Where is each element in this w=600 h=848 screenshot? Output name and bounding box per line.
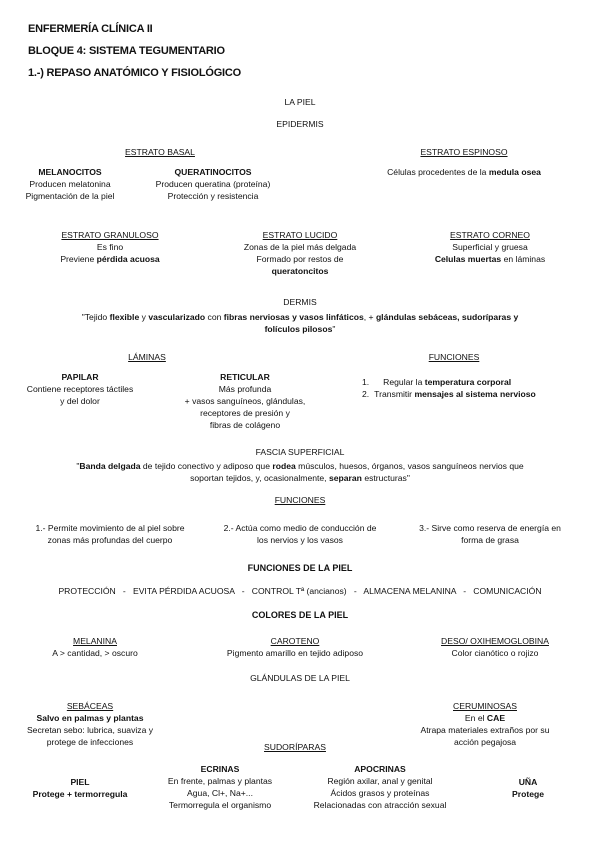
reticular-line1: Más profunda	[218, 384, 272, 394]
desoxi-title: DESO/ OXIHEMOGLOBINA	[441, 636, 549, 646]
section-title: 1.-) REPASO ANATÓMICO Y FISIOLÓGICO	[28, 67, 242, 79]
queratinocitos-line2: Protección y resistencia	[167, 191, 259, 201]
apocrinas-line1: Región axilar, anal y genital	[327, 776, 433, 786]
dermis-funcion-1: 1. Regular la temperatura corporal	[362, 377, 512, 387]
estrato-granuloso-title: ESTRATO GRANULOSO	[61, 230, 159, 240]
papilar-line2: y del dolor	[60, 396, 100, 406]
melanocitos-block	[5, 166, 135, 202]
block-title: BLOQUE 4: SISTEMA TEGUMENTARIO	[28, 45, 225, 57]
melanocitos-name: MELANOCITOS	[38, 167, 102, 177]
estrato-lucido-title: ESTRATO LUCIDO	[262, 230, 338, 240]
melanina-title: MELANINA	[73, 636, 117, 646]
fascia-funcion-3	[395, 522, 585, 546]
fascia-funcion-2-line2: los nervios y los vasos	[257, 535, 343, 545]
fascia-funcion-1-line1: 1.- Permite movimiento de al piel sobre	[35, 523, 185, 533]
estrato-basal-title: ESTRATO BASAL	[125, 147, 195, 157]
ceruminosas-line3: acción pegajosa	[453, 737, 517, 747]
piel-heading: LA PIEL	[284, 97, 316, 107]
desoxi-text: Color cianótico o rojizo	[451, 648, 539, 658]
ceruminosas-line1: En el CAE	[464, 713, 506, 723]
sebaceas-line2: Secretan sebo: lubrica, suaviza y	[26, 725, 154, 735]
una-name: UÑA	[518, 777, 538, 787]
fascia-funcion-1	[15, 522, 205, 546]
caroteno-text: Pigmento amarillo en tejido adiposo	[226, 648, 364, 658]
sudoriparas-title: SUDORÍPARAS	[264, 742, 326, 752]
melanocitos-line1: Producen melatonina	[29, 179, 111, 189]
estrato-espinoso-title: ESTRATO ESPINOSO	[420, 147, 508, 157]
fascia-quote-line2: soportan tejidos, y, ocasionalmente, separan estructuras"	[190, 473, 410, 483]
funcion-piel-item: PROTECCIÓN	[58, 586, 116, 596]
apocrinas-line2: Ácidos grasos y proteínas	[330, 788, 430, 798]
funcion-piel-sep: -	[463, 586, 467, 596]
queratinocitos-name: QUERATINOCITOS	[174, 167, 252, 177]
laminas-title: LÁMINAS	[128, 352, 166, 362]
fascia-funciones-title: FUNCIONES	[274, 495, 326, 505]
reticular-line4: fibras de colágeno	[209, 420, 281, 430]
apocrinas-name: APOCRINAS	[354, 764, 406, 774]
reticular-line3: receptores de presión y	[200, 408, 290, 418]
fascia-heading: FASCIA SUPERFICIAL	[255, 447, 345, 457]
ecrinas-block	[145, 763, 295, 811]
ecrinas-line3: Termorregula el organismo	[168, 800, 272, 810]
fascia-funcion-2	[205, 522, 395, 546]
lucido-block	[220, 229, 380, 277]
funcion-piel-item: COMUNICACIÓN	[473, 586, 542, 596]
funcion-piel-sep: -	[122, 586, 126, 596]
sudoriparas-piel-block	[10, 776, 150, 800]
granuloso-line1: Es fino	[96, 242, 124, 252]
funcion-piel-item: ALMACENA MELANINA	[363, 586, 457, 596]
ceruminosas-block	[405, 700, 565, 748]
una-bold: Protege	[512, 789, 544, 799]
lucido-line3: queratoncitos	[271, 266, 329, 276]
dermis-funcion-2: 2. Transmitir mensajes al sistema nervioso	[362, 389, 536, 399]
reticular-name: RETICULAR	[220, 372, 270, 382]
ecrinas-line1: En frente, palmas y plantas	[167, 776, 273, 786]
corneo-block	[410, 229, 570, 265]
lucido-line2: Formado por restos de	[256, 254, 344, 264]
corneo-line1: Superficial y gruesa	[452, 242, 528, 252]
sebaceas-block	[10, 700, 170, 748]
ceruminosas-title: CERUMINOSAS	[453, 701, 517, 711]
espinoso-text: Células procedentes de la medula osea	[387, 167, 541, 177]
ecrinas-name: ECRINAS	[200, 764, 240, 774]
sebaceas-title: SEBÁCEAS	[66, 701, 114, 711]
melanina-text: A > cantidad, > oscuro	[52, 648, 138, 658]
granuloso-block	[30, 229, 190, 265]
sudoriparas-piel-bold: Protege + termorregula	[32, 789, 128, 799]
funciones-piel-title: FUNCIONES DE LA PIEL	[247, 563, 353, 573]
desoxi-block	[405, 635, 585, 659]
fascia-funcion-3-line1: 3.- Sirve como reserva de energía en	[419, 523, 561, 533]
corneo-line2: Celulas muertas en láminas	[434, 254, 546, 264]
granuloso-line2: Previene pérdida acuosa	[60, 254, 160, 264]
lucido-line1: Zonas de la piel más delgada	[243, 242, 357, 252]
dermis-heading: DERMIS	[283, 297, 317, 307]
funcion-piel-sep: -	[241, 586, 245, 596]
funcion-piel-item: CONTROL Tª (ancianos)	[251, 586, 347, 596]
course-title: ENFERMERÍA CLÍNICA II	[28, 23, 153, 35]
melanocitos-line2: Pigmentación de la piel	[25, 191, 115, 201]
sebaceas-line3: protege de infecciones	[46, 737, 134, 747]
fascia-funcion-1-line2: zonas más profundas del cuerpo	[47, 535, 173, 545]
sudoriparas-piel-name: PIEL	[70, 777, 90, 787]
queratinocitos-line1: Producen queratina (proteína)	[155, 179, 271, 189]
ceruminosas-line2: Atrapa materiales extraños por su	[420, 725, 550, 735]
papilar-line1: Contiene receptores táctiles	[26, 384, 134, 394]
ecrinas-line2: Agua, Cl+, Na+...	[187, 788, 253, 798]
papilar-name: PAPILAR	[61, 372, 99, 382]
papilar-block	[5, 371, 155, 407]
funcion-piel-item: EVITA PÉRDIDA ACUOSA	[132, 586, 235, 596]
queratinocitos-block	[138, 166, 288, 202]
funciones-piel-list	[0, 585, 600, 597]
colores-piel-title: COLORES DE LA PIEL	[251, 610, 349, 620]
reticular-line2: + vasos sanguíneos, glándulas,	[184, 396, 306, 406]
fascia-funcion-2-line1: 2.- Actúa como medio de conducción de	[223, 523, 377, 533]
dermis-quote-line1: "Tejido flexible y vascularizado con fibras nerviosas y vasos linfáticos, + glándulas sebáceas, sudoríparas y	[81, 312, 519, 322]
dermis-quote-line2: folículos pilosos"	[264, 324, 336, 334]
estrato-corneo-title: ESTRATO CORNEO	[450, 230, 530, 240]
apocrinas-line3: Relacionadas con atracción sexual	[313, 800, 447, 810]
caroteno-block	[200, 635, 390, 659]
glandulas-heading: GLÁNDULAS DE LA PIEL	[250, 673, 350, 683]
una-block	[478, 776, 578, 800]
epidermis-heading: EPIDERMIS	[276, 119, 324, 129]
melanina-block	[20, 635, 170, 659]
fascia-funcion-3-line2: forma de grasa	[461, 535, 519, 545]
dermis-funciones-title: FUNCIONES	[428, 352, 480, 362]
funcion-piel-sep: -	[353, 586, 357, 596]
reticular-block	[170, 371, 320, 431]
sebaceas-bold: Salvo en palmas y plantas	[36, 713, 144, 723]
fascia-quote-line1: "Banda delgada de tejido conectivo y adiposo que rodea músculos, huesos, órganos, vasos sanguíneos nervios que	[76, 461, 524, 471]
caroteno-title: CAROTENO	[270, 636, 320, 646]
apocrinas-block	[295, 763, 465, 811]
